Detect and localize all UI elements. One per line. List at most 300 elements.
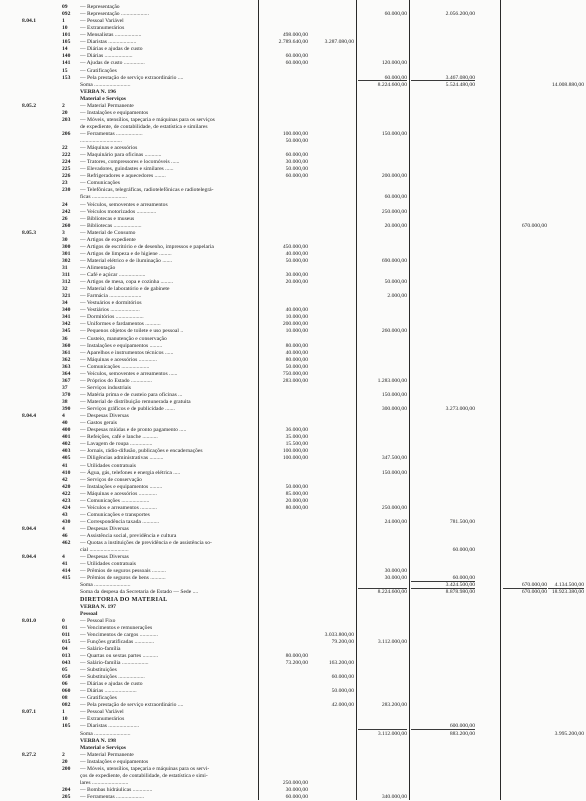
- item-number: 301: [62, 250, 71, 257]
- item-number: 43: [62, 511, 68, 518]
- amount-cell: 79.200,00: [331, 638, 354, 645]
- amount-cell: 250.000,00: [282, 779, 308, 786]
- item-description: — Despesas Diversas: [80, 413, 129, 420]
- item-description: — Gastos gerais: [80, 420, 117, 427]
- amount-cell: 60.000,00: [452, 547, 475, 554]
- item-description: — Lavagem de roupa ................: [80, 441, 153, 448]
- item-description: — Bombas hidráulicas ..............: [80, 786, 153, 793]
- item-number: 4: [62, 413, 65, 420]
- item-number: 414: [62, 568, 71, 575]
- item-description: Soma ..........................: [80, 582, 131, 589]
- amount-cell: 3.287.080,00: [324, 39, 354, 46]
- amount-cell: 150.000,00: [381, 391, 407, 398]
- item-description: — Comunicações ....................: [80, 497, 150, 504]
- item-number: 08: [62, 695, 68, 702]
- amount-cell: 781.500,00: [449, 518, 475, 525]
- item-description: — Pessoal Fixo: [80, 617, 116, 624]
- total-rule: [358, 588, 407, 589]
- item-description: — Pela prestação de serviço extraordinário ....: [80, 74, 184, 81]
- item-description: — Diaristas ....................: [80, 39, 137, 46]
- item-number: 013: [62, 652, 71, 659]
- item-number: 092: [62, 11, 71, 18]
- amount-cell: 2.056.200,00: [445, 11, 475, 18]
- item-number: 060: [62, 688, 71, 695]
- amount-cell: 450.000,00: [282, 243, 308, 250]
- item-number: 20: [62, 758, 68, 765]
- item-description: — Pela prestação de serviço extraordinário ....: [80, 702, 184, 709]
- item-description: — Refrigeradores e aquecedores ........: [80, 173, 166, 180]
- item-number: 302: [62, 257, 71, 264]
- item-description: Material e Serviços: [80, 744, 126, 751]
- item-number: 345: [62, 328, 71, 335]
- amount-cell: 163.200,00: [328, 659, 354, 666]
- item-description: — Instalações e equipamentos .........: [80, 483, 163, 490]
- amount-cell: 750.000,00: [282, 370, 308, 377]
- amount-cell: 670.000,00: [521, 589, 547, 596]
- item-description: — Diárias ....................: [80, 53, 133, 60]
- item-description: — Móveis, utensílios, tapeçaria e máquinas para os servi-: [80, 765, 210, 772]
- item-number: 10: [62, 716, 68, 723]
- amount-cell: 36.000,00: [285, 427, 308, 434]
- item-description: Pessoal: [80, 610, 98, 617]
- item-number: 41: [62, 561, 68, 568]
- amount-cell: 60.000,00: [331, 674, 354, 680]
- amount-cell: 80.000,00: [285, 504, 308, 511]
- item-description: ficas .........................: [80, 194, 127, 201]
- item-number: 153: [62, 74, 71, 81]
- item-description: — Material de distribuição remunerada e gratuita: [80, 399, 191, 405]
- account-code: 8.27.2: [22, 751, 36, 758]
- amount-cell: 8.224.600,00: [377, 81, 407, 88]
- amount-cell: 100.000,00: [282, 448, 308, 455]
- item-description: — Comunicações e transportes: [80, 511, 150, 518]
- item-description: Soma ..........................: [80, 81, 131, 88]
- amount-cell: 10.000,00: [285, 314, 308, 321]
- item-description: — Refeições, café e lanche ...........: [80, 434, 158, 441]
- item-description: Soma da despesa da Secretaria de Estado — Sede ....: [80, 589, 199, 596]
- item-description: — Café e açúcar ...................: [80, 272, 146, 278]
- total-rule: [358, 729, 407, 730]
- item-description: — Vencimentos e remunerações: [80, 624, 153, 631]
- item-description: — Bibliotecas ....................: [80, 222, 142, 229]
- amount-cell: 600.000,00: [449, 723, 475, 730]
- amount-cell: 30.000,00: [285, 159, 308, 166]
- item-description: — Máquinas e acessórios: [80, 145, 138, 152]
- amount-cell: 60.000,00: [384, 74, 407, 81]
- item-number: 141: [62, 60, 71, 67]
- item-description: — Instalações e equipamentos .........: [80, 342, 163, 349]
- amount-cell: 40.000,00: [285, 250, 308, 257]
- item-description: — Serviços industriais: [80, 384, 131, 391]
- item-number: 225: [62, 166, 71, 173]
- account-code: 8.04.4: [22, 554, 36, 561]
- item-description: — Veículos, semoventes e arreamentos ......: [80, 370, 178, 377]
- amount-cell: 50.000,00: [331, 688, 354, 695]
- amount-cell: 690.000,00: [381, 257, 407, 264]
- item-description: — Mensalistas ...................: [80, 32, 142, 39]
- amount-cell: 60.000,00: [285, 53, 308, 60]
- item-number: 32: [62, 286, 68, 293]
- item-number: 043: [62, 659, 71, 666]
- item-number: 415: [62, 575, 71, 582]
- item-number: 260: [62, 222, 71, 229]
- item-number: 23: [62, 180, 68, 187]
- amount-cell: 8.224.600,00: [377, 589, 407, 596]
- item-description: — Substituições ...................: [80, 674, 145, 680]
- item-description: — Pessoal Variável: [80, 18, 124, 25]
- item-number: 363: [62, 363, 71, 370]
- account-code: 8.05.3: [22, 229, 36, 236]
- item-number: 06: [62, 681, 68, 688]
- item-number: 230: [62, 187, 71, 194]
- amount-cell: 150.000,00: [381, 469, 407, 476]
- amount-cell: 30.000,00: [285, 272, 308, 278]
- item-description: de expediente, de contabilidade, de estatística e similares: [80, 123, 208, 130]
- amount-cell: 300.000,00: [381, 406, 407, 412]
- item-description: — Material de Consumo: [80, 229, 136, 236]
- item-number: 423: [62, 497, 71, 504]
- item-number: 462: [62, 540, 71, 546]
- total-rule: [411, 588, 475, 589]
- item-description: — Assistência social, previdência e cultura: [80, 533, 177, 539]
- item-number: 37: [62, 384, 68, 391]
- amount-cell: 80.000,00: [285, 356, 308, 363]
- amount-cell: 1.283.000,00: [377, 377, 407, 384]
- amount-cell: 20.000,00: [384, 222, 407, 229]
- total-rule: [411, 729, 475, 730]
- item-description: — Material Permanente: [80, 751, 134, 758]
- amount-cell: 883.200,00: [449, 730, 475, 737]
- item-description: — Serviços gráficos e de publicidade .......: [80, 406, 175, 412]
- item-number: 402: [62, 441, 71, 448]
- item-number: 424: [62, 504, 71, 511]
- item-number: 360: [62, 342, 71, 349]
- amount-cell: 50.000,00: [285, 257, 308, 264]
- item-number: 370: [62, 391, 71, 398]
- item-number: 31: [62, 265, 68, 271]
- item-description: — Alimentação: [80, 265, 116, 271]
- amount-cell: 3.112.000,00: [377, 638, 407, 645]
- item-number: 09: [62, 4, 68, 10]
- amount-cell: 2.000,00: [387, 293, 407, 300]
- item-number: 050: [62, 674, 71, 680]
- item-description: — Móveis, utensílios, tapeçaria e máquinas para os serviços: [80, 116, 215, 123]
- item-description: — Utilidades contratuais: [80, 561, 136, 568]
- item-number: 41: [62, 462, 68, 469]
- item-number: 34: [62, 300, 68, 307]
- amount-cell: 50.000,00: [285, 363, 308, 370]
- item-description: — Tratores, compressores e locomóveis ......: [80, 159, 180, 166]
- item-number: 140: [62, 53, 71, 60]
- amount-cell: 200.000,00: [282, 321, 308, 328]
- item-description: Soma ..........................: [80, 730, 131, 737]
- item-description: — Veículos e arreamentos ............: [80, 504, 157, 511]
- item-number: 367: [62, 377, 71, 384]
- item-description: — Representação: [80, 4, 120, 10]
- amount-cell: 73.200,00: [285, 659, 308, 666]
- item-description: — Utilidades contratuais: [80, 462, 136, 469]
- item-description: — Salário-família ...................: [80, 659, 149, 666]
- amount-cell: 3.112.000,00: [377, 730, 407, 737]
- item-description: — Diárias .......................: [80, 688, 137, 695]
- item-description: — Serviços de conservação: [80, 476, 142, 483]
- item-description: — Despesas miúdas e de pronto pagamento .....: [80, 427, 187, 434]
- item-description: VERBA N. 197: [80, 603, 116, 610]
- item-description: — Substituições: [80, 667, 117, 673]
- item-number: 36: [62, 335, 68, 342]
- amount-cell: 30.000,00: [384, 575, 407, 582]
- amount-cell: 30.000,00: [285, 786, 308, 793]
- item-number: 410: [62, 469, 71, 476]
- item-description: VERBA N. 196: [80, 88, 116, 95]
- amount-cell: 283.200,00: [381, 702, 407, 709]
- amount-cell: 35.000,00: [285, 434, 308, 441]
- item-description: — Diaristas ......................: [80, 723, 140, 730]
- item-description: — Vestuários e dormitórios: [80, 300, 142, 307]
- total-rule: [411, 581, 475, 582]
- item-description: — Funções gratificadas ..............: [80, 638, 155, 645]
- item-number: 400: [62, 427, 71, 434]
- item-number: 20: [62, 109, 68, 116]
- item-number: 226: [62, 173, 71, 180]
- item-number: 05: [62, 667, 68, 673]
- amount-cell: 2.789.640,00: [278, 39, 308, 46]
- item-number: 205: [62, 793, 71, 800]
- amount-cell: 3.995.200,00: [554, 730, 584, 737]
- amount-cell: 60.000,00: [384, 194, 407, 201]
- item-number: 321: [62, 293, 71, 300]
- item-description: — Instalações e equipamentos: [80, 758, 149, 765]
- amount-cell: 3.424.500,00: [445, 582, 475, 589]
- item-number: 0: [62, 617, 65, 624]
- amount-cell: 120.000,00: [381, 60, 407, 67]
- account-code: 8.05.2: [22, 102, 36, 109]
- amount-cell: 60.000,00: [285, 793, 308, 800]
- amount-cell: 340.000,00: [381, 793, 407, 800]
- amount-cell: 498.000,00: [282, 32, 308, 39]
- item-description: — Prêmios de seguros de bens ...........: [80, 575, 166, 582]
- amount-cell: 60.000,00: [452, 575, 475, 582]
- item-description: — Correspondência taxada ............: [80, 518, 160, 525]
- item-number: 24: [62, 201, 68, 208]
- item-description: — Aparelhos e instrumentos técnicos ......: [80, 349, 174, 356]
- item-number: 1: [62, 18, 65, 25]
- amount-cell: 200.000,00: [381, 173, 407, 180]
- item-description: — Artigos de limpeza e de higiene .........: [80, 250, 172, 257]
- item-description: — Jornais, rádio-difusão, publicações e encadernações: [80, 448, 203, 455]
- item-number: 30: [62, 236, 68, 243]
- item-description: — Ferramentas ....................: [80, 793, 145, 800]
- item-description: — Próprios do Estado ...............: [80, 377, 152, 384]
- amount-cell: 80.000,00: [285, 652, 308, 659]
- amount-cell: 60.000,00: [384, 11, 407, 18]
- amount-cell: 250.000,00: [381, 208, 407, 215]
- amount-cell: 18.923.380,00: [551, 589, 584, 596]
- item-description: — Diárias e ajudas de custo: [80, 681, 143, 688]
- item-description: — Salário-família: [80, 645, 121, 652]
- amount-cell: 24.000,00: [384, 518, 407, 525]
- amount-cell: 60.000,00: [285, 173, 308, 180]
- item-number: 14: [62, 46, 68, 53]
- item-number: 206: [62, 131, 71, 137]
- amount-cell: 50.000,00: [285, 483, 308, 490]
- item-number: 420: [62, 483, 71, 490]
- item-number: 40: [62, 420, 68, 427]
- amount-cell: 20.000,00: [285, 497, 308, 504]
- item-description: — Elevadores, guindastes e similares ......: [80, 166, 174, 173]
- item-description: lares ..........................: [80, 779, 129, 786]
- item-number: 200: [62, 765, 71, 772]
- item-description: — Vencimentos de cargos .............: [80, 631, 158, 638]
- amount-cell: 260.000,00: [381, 328, 407, 335]
- item-description: — Despesas Diversas: [80, 525, 129, 532]
- item-number: 2: [62, 751, 65, 758]
- item-number: 341: [62, 314, 71, 321]
- item-description: — Telefônicas, telegráficas, radiotelefônicas e radiotelegrá-: [80, 187, 214, 194]
- item-description: — Veículos, semoventes e arreamentos: [80, 201, 168, 208]
- item-number: 430: [62, 518, 71, 525]
- item-number: 082: [62, 702, 71, 709]
- item-number: 422: [62, 490, 71, 497]
- item-description: — Material elétrico e de iluminação .......: [80, 257, 173, 264]
- item-number: 04: [62, 645, 68, 652]
- item-description: — Instalações e equipamentos: [80, 109, 149, 116]
- item-number: 015: [62, 638, 71, 645]
- item-description: — Dormitórios ....................: [80, 314, 144, 321]
- item-number: 2: [62, 102, 65, 109]
- amount-cell: 100.000,00: [282, 455, 308, 462]
- item-description: — Bibliotecas e museus: [80, 215, 135, 222]
- item-number: 15: [62, 67, 68, 74]
- item-description: — Comunicações: [80, 180, 120, 187]
- item-description: — Farmácia .......................: [80, 293, 142, 300]
- item-description: — Gratificações: [80, 67, 117, 74]
- amount-cell: 10.000,00: [285, 328, 308, 335]
- item-description: — Material de laboratório e de gabinete: [80, 286, 170, 293]
- item-number: 105: [62, 39, 71, 46]
- total-rule: [411, 80, 475, 81]
- item-description: — Máquinas e acessórios .............: [80, 356, 157, 363]
- item-number: 10: [62, 25, 68, 32]
- item-description: — Artigos de expediente: [80, 236, 136, 243]
- amount-cell: 3.273.000,00: [445, 406, 475, 412]
- item-description: — Pequenos objetos de toilete e uso pessoal ..: [80, 328, 184, 335]
- item-description: DIRETORIA DO MATERIAL: [80, 595, 168, 603]
- amount-cell: 670.000,00: [521, 582, 547, 589]
- item-number: 361: [62, 349, 71, 356]
- amount-cell: 8.878.980,00: [445, 589, 475, 596]
- item-number: 362: [62, 356, 71, 363]
- amount-cell: 347.500,00: [381, 455, 407, 462]
- amount-cell: 15.500,00: [285, 441, 308, 448]
- item-description: ..............................: [80, 138, 122, 144]
- amount-cell: 100.000,00: [282, 131, 308, 137]
- item-description: — Uniformes e fardamentos ...........: [80, 321, 161, 328]
- amount-cell: 40.000,00: [285, 349, 308, 356]
- item-description: — Extranumerários: [80, 716, 125, 723]
- item-description: — Material Permanente: [80, 102, 134, 109]
- item-description: — Matéria prima e de custeio para oficinas ...: [80, 391, 183, 398]
- amount-cell: 5.524.480,00: [445, 81, 475, 88]
- amount-cell: 60.000,00: [285, 152, 308, 159]
- item-number: 3: [62, 229, 65, 236]
- item-number: 300: [62, 243, 71, 250]
- amount-cell: 80.000,00: [285, 342, 308, 349]
- account-code: 8.07.1: [22, 709, 36, 716]
- item-number: 401: [62, 434, 71, 441]
- account-code: 8.04.1: [22, 18, 36, 25]
- amount-cell: 50.000,00: [285, 166, 308, 173]
- item-number: 01: [62, 624, 68, 631]
- amount-cell: 4.134.500,00: [554, 582, 584, 589]
- item-number: 1: [62, 709, 65, 716]
- item-description: — Artigos de mesa, copa e cozinha .........: [80, 279, 174, 286]
- item-number: 340: [62, 307, 71, 314]
- amount-cell: 670.000,00: [521, 222, 547, 229]
- amount-cell: 150.000,00: [381, 131, 407, 137]
- item-description: — Vestiários .....................: [80, 307, 140, 314]
- item-number: 364: [62, 370, 71, 377]
- item-description: — Representação ....................: [80, 11, 149, 18]
- amount-cell: 14.008.880,00: [551, 81, 584, 88]
- item-number: 105: [62, 723, 71, 730]
- item-number: 26: [62, 215, 68, 222]
- item-number: 222: [62, 152, 71, 159]
- item-description: Material e Serviços: [80, 95, 126, 102]
- item-description: — Máquinas e acessórios .............: [80, 490, 157, 497]
- item-description: VERBA N. 198: [80, 737, 116, 744]
- amount-cell: 60.000,00: [285, 60, 308, 67]
- amount-cell: 50.000,00: [384, 279, 407, 286]
- item-number: 4: [62, 525, 65, 532]
- amount-cell: 283.000,00: [282, 377, 308, 384]
- amount-cell: 20.000,00: [285, 279, 308, 286]
- item-description: — Veículos motorizados ..............: [80, 208, 157, 215]
- item-description: — Quotas a instituições de previdência e de assistência so-: [80, 540, 212, 546]
- total-rule: [548, 588, 584, 589]
- item-number: 311: [62, 272, 71, 278]
- item-number: 38: [62, 399, 68, 405]
- item-number: 224: [62, 159, 71, 166]
- total-rule: [358, 80, 407, 81]
- item-number: 42: [62, 476, 68, 483]
- amount-cell: 30.000,00: [384, 568, 407, 575]
- item-number: 203: [62, 116, 71, 123]
- item-description: — Comunicações ....................: [80, 363, 150, 370]
- item-number: 011: [62, 631, 71, 638]
- item-description: — Água, gás, telefones e energia elétrica .....: [80, 469, 181, 476]
- amount-cell: 40.000,00: [285, 307, 308, 314]
- amount-cell: 3.033.800,00: [324, 631, 354, 638]
- item-description: — Gratificações: [80, 695, 117, 702]
- item-description: — Extranumerários: [80, 25, 125, 32]
- item-number: 342: [62, 321, 71, 328]
- account-code: 8.01.0: [22, 617, 36, 624]
- item-description: ços de expediente, de contabilidade, de estatística e simi-: [80, 772, 208, 779]
- item-number: 242: [62, 208, 71, 215]
- amount-cell: 50.000,00: [285, 138, 308, 144]
- item-description: cial ............................: [80, 547, 129, 554]
- account-code: 8.04.4: [22, 525, 36, 532]
- item-number: 46: [62, 533, 68, 539]
- item-number: 22: [62, 145, 68, 152]
- item-description: — Artigos de escritório e de desenho, impressos e papelaria: [80, 243, 214, 250]
- item-number: 101: [62, 32, 71, 39]
- amount-cell: 250.000,00: [381, 504, 407, 511]
- item-description: — Prêmios de seguros pessoais ..........: [80, 568, 166, 575]
- item-description: — Maquinário para oficinas ............: [80, 152, 162, 159]
- item-description: — Ferramentas ...................: [80, 131, 143, 137]
